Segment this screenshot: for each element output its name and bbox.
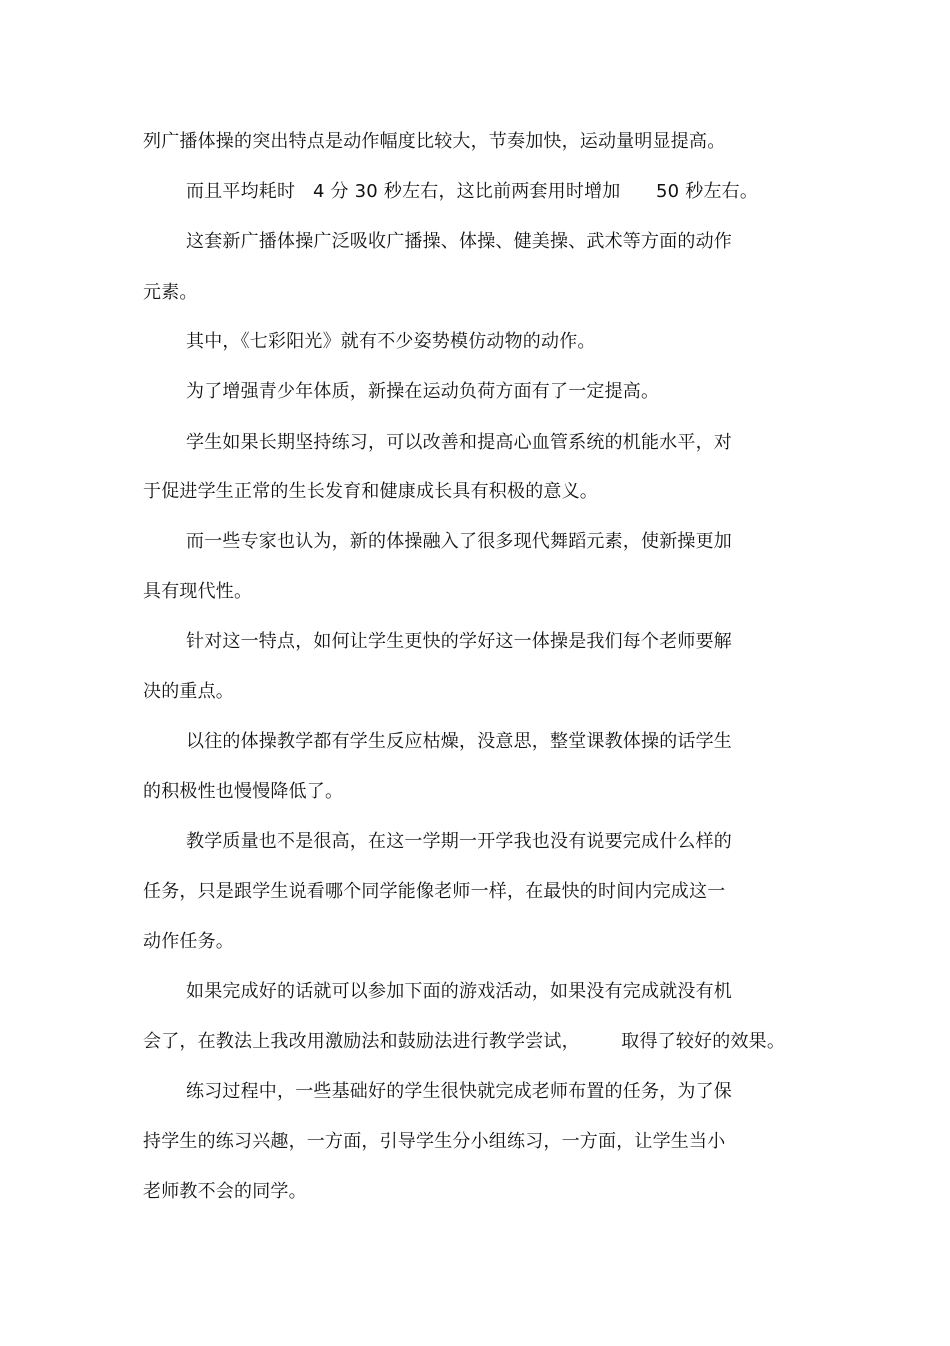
text-line: 这套新广播体操广泛吸收广播操、体操、健美操、武术等方面的动作 bbox=[186, 231, 732, 252]
text-line: 老师教不会的同学。 bbox=[143, 1181, 307, 1202]
text-line: 针对这一特点，如何让学生更快的学好这一体操是我们每个老师要解 bbox=[186, 631, 732, 652]
text-line: 如果完成好的话就可以参加下面的游戏活动，如果没有完成就没有机 bbox=[186, 981, 732, 1002]
text-line: 而一些专家也认为，新的体操融入了很多现代舞蹈元素，使新操更加 bbox=[186, 531, 732, 552]
text-line: 以往的体操教学都有学生反应枯燥，没意思，整堂课教体操的话学生 bbox=[186, 731, 732, 752]
text-line: 学生如果长期坚持练习，可以改善和提高心血管系统的机能水平，对 bbox=[186, 432, 732, 453]
text-line: 列广播体操的突出特点是动作幅度比较大，节奏加快，运动量明显提高。 bbox=[143, 131, 726, 152]
text-line: 动作任务。 bbox=[143, 931, 234, 952]
text-line: 练习过程中，一些基础好的学生很快就完成老师布置的任务，为了保 bbox=[186, 1081, 732, 1102]
text-line: 于促进学生正常的生长发育和健康成长具有积极的意义。 bbox=[143, 481, 598, 502]
text-line: 教学质量也不是很高，在这一学期一开学我也没有说要完成什么样的 bbox=[186, 831, 732, 852]
text-line: 具有现代性。 bbox=[143, 581, 253, 602]
text-line: 决的重点。 bbox=[143, 681, 234, 702]
text-line: 而且平均耗时 4 分 30 秒左右，这比前两套用时增加 50 秒左右。 bbox=[186, 181, 759, 202]
text-line: 的积极性也慢慢降低了。 bbox=[143, 781, 344, 802]
text-line: 会了，在教法上我改用激励法和鼓励法进行教学尝试， 取得了较好的效果。 bbox=[143, 1031, 786, 1052]
text-line: 其中，《七彩阳光》就有不少姿势模仿动物的动作。 bbox=[186, 331, 596, 352]
text-line: 持学生的练习兴趣，一方面，引导学生分小组练习，一方面，让学生当小 bbox=[143, 1131, 726, 1152]
text-line: 为了增强青少年体质，新操在运动负荷方面有了一定提高。 bbox=[186, 381, 660, 402]
text-line: 元素。 bbox=[143, 282, 198, 303]
text-line: 任务，只是跟学生说看哪个同学能像老师一样，在最快的时间内完成这一 bbox=[143, 881, 726, 902]
